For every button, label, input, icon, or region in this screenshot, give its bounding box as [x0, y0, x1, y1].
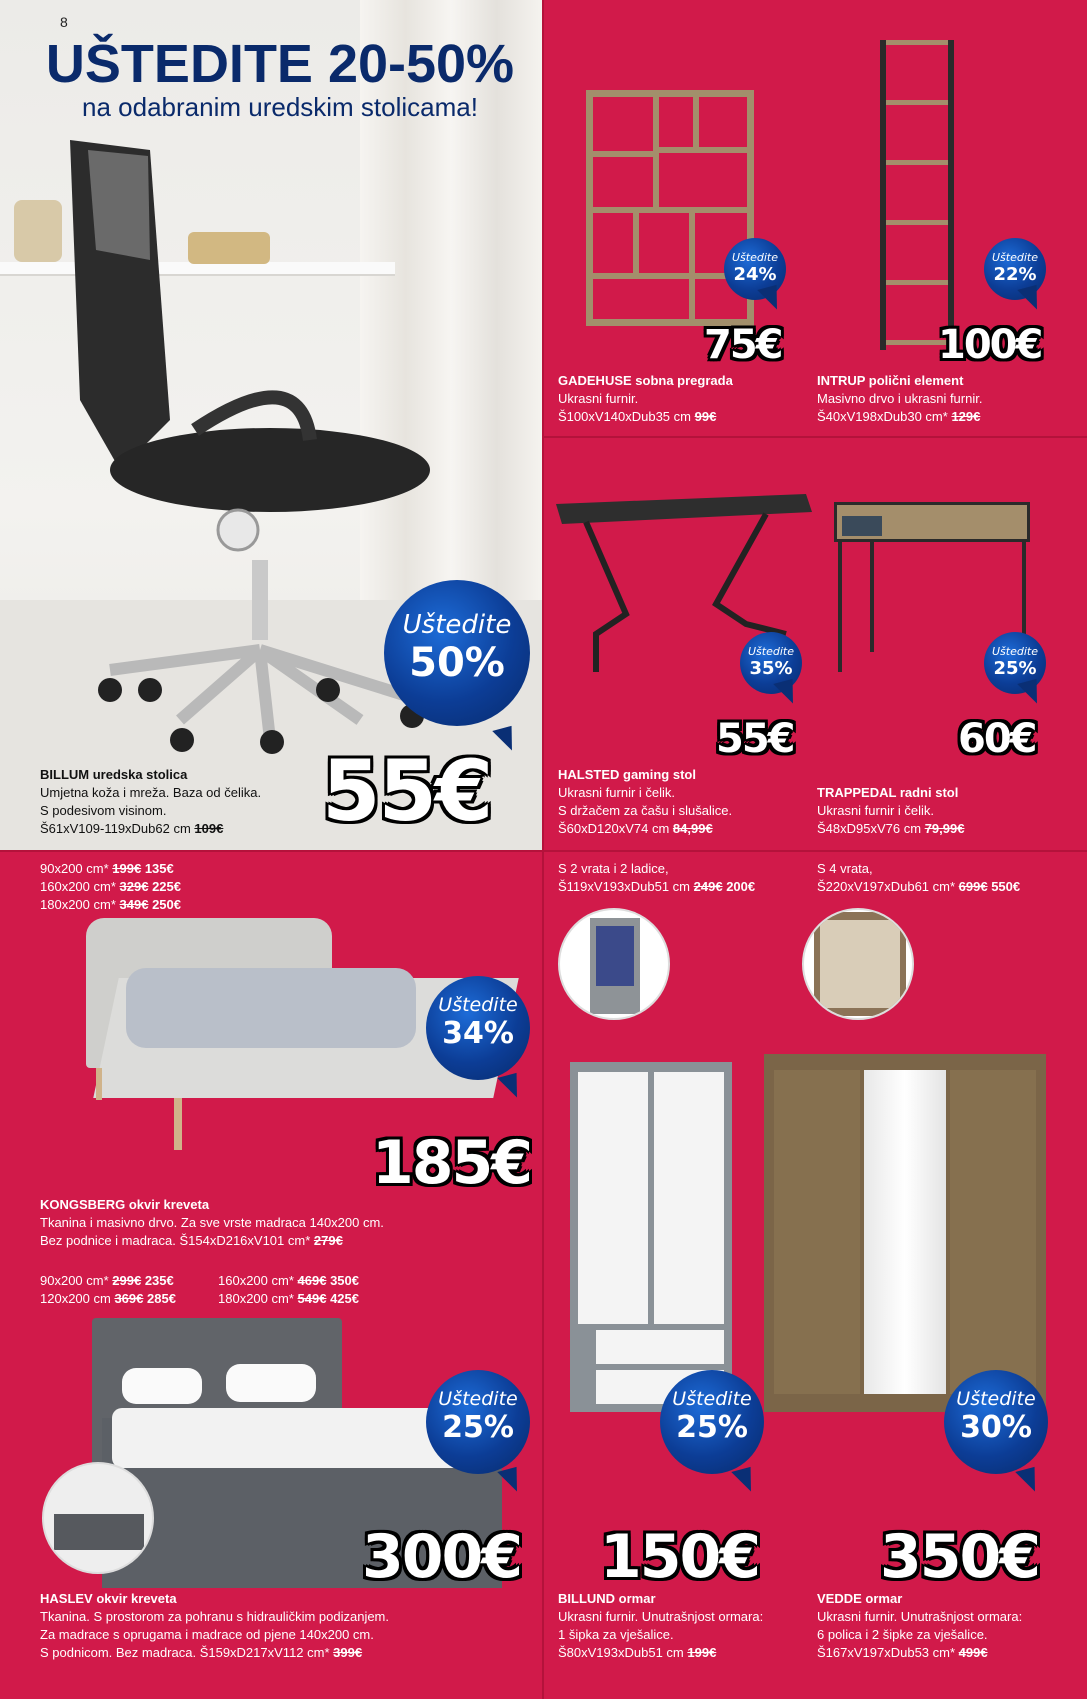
billund-image — [570, 1062, 732, 1412]
gadehuse-description — [558, 372, 733, 426]
intrup-price: 100€ — [938, 322, 1042, 368]
vedde-variant-thumbnail — [802, 908, 914, 1020]
trappedal-price: 60€ — [958, 716, 1036, 762]
variant-old-price: 699€ — [958, 879, 988, 894]
haslev-sizes-left — [40, 1272, 176, 1308]
variant-dims: Š119xV193xDub51 cm — [558, 879, 691, 894]
size-row: 90x200 cm* 199€ 135€ — [40, 861, 174, 876]
haslev-sizes-right — [218, 1272, 359, 1308]
badge-label: Uštedite — [956, 1388, 1036, 1410]
product-line: Ukrasni furnir. — [558, 391, 639, 406]
halsted-price: 55€ — [716, 716, 794, 762]
product-line: S podnicom. Bez madraca. Š159xD217xV112 cm* — [40, 1645, 330, 1660]
product-line: Ukrasni furnir i čelik. — [817, 803, 935, 818]
old-price: 84,99€ — [672, 821, 713, 836]
product-line: 1 šipka za vješalice. — [558, 1627, 674, 1642]
gadehuse-image — [586, 90, 754, 326]
product-line: 6 polica i 2 šipke za vješalice. — [817, 1627, 988, 1642]
product-dims: Š80xV193xDub51 cm — [558, 1645, 684, 1660]
badge-label: Uštedite — [992, 251, 1038, 264]
billum-description — [40, 766, 261, 838]
trappedal-description — [817, 784, 964, 838]
badge-percent: 22% — [993, 264, 1037, 285]
badge-percent: 24% — [733, 264, 777, 285]
badge-percent: 50% — [409, 640, 505, 686]
size-row: 180x200 cm* 349€ 250€ — [40, 897, 181, 912]
product-name: HALSTED gaming stol — [558, 767, 696, 782]
product-dims: Š100xV140xDub35 cm — [558, 409, 691, 424]
kongsberg-description — [40, 1196, 384, 1250]
size-row: 160x200 cm* 469€ 350€ — [218, 1273, 359, 1288]
badge-percent: 25% — [676, 1410, 748, 1445]
product-line: Bez podnice i madraca. Š154xD216xV101 cm* — [40, 1233, 311, 1248]
product-name: INTRUP polični element — [817, 373, 964, 388]
vedde-price: 350€ — [880, 1522, 1039, 1592]
product-line: Tkanina i masivno drvo. Za sve vrste madraca 140x200 cm. — [40, 1215, 384, 1230]
trappedal-discount-badge — [984, 632, 1046, 694]
product-name: HASLEV okvir kreveta — [40, 1591, 177, 1606]
product-line: Masivno drvo i ukrasni furnir. — [817, 391, 983, 406]
billund-description — [558, 1590, 763, 1662]
kongsberg-sizes — [40, 860, 181, 914]
size-row: 160x200 cm* 329€ 225€ — [40, 879, 181, 894]
product-line: Ukrasni furnir. Unutrašnjost ormara: — [817, 1609, 1023, 1624]
old-price: 499€ — [958, 1645, 988, 1660]
product-line: Za madrace s oprugama i madrace od pjene 140x200 cm. — [40, 1627, 374, 1642]
headline — [40, 36, 520, 122]
product-dims: Š40xV198xDub30 cm* — [817, 409, 948, 424]
old-price: 129€ — [951, 409, 981, 424]
product-name: BILLUM uredska stolica — [40, 767, 188, 782]
product-dims: Š167xV197xDub53 cm* — [817, 1645, 956, 1660]
product-line: Ukrasni furnir. Unutrašnjost ormara: — [558, 1609, 764, 1624]
vedde-image — [764, 1054, 1046, 1412]
size-row: 90x200 cm* 299€ 235€ — [40, 1273, 174, 1288]
intrup-description — [817, 372, 982, 426]
product-name: BILLUND ormar — [558, 1591, 656, 1606]
headline-subtitle: na odabranim uredskim stolicama! — [82, 92, 478, 122]
haslev-storage-thumbnail — [42, 1462, 154, 1574]
vedde-discount-badge — [944, 1370, 1048, 1474]
old-price: 79,99€ — [924, 821, 965, 836]
old-price: 109€ — [194, 821, 224, 836]
badge-label: Uštedite — [438, 994, 518, 1016]
headline-title: UŠTEDITE 20-50% — [45, 34, 515, 94]
badge-percent: 25% — [993, 658, 1037, 679]
product-line: Umjetna koža i mreža. Baza od čelika. — [40, 785, 262, 800]
badge-label: Uštedite — [672, 1388, 752, 1410]
product-dims: Š61xV109-119xDub62 cm — [40, 821, 191, 836]
badge-label: Uštedite — [438, 1388, 518, 1410]
haslev-discount-badge — [426, 1370, 530, 1474]
horizontal-divider — [544, 436, 1087, 438]
horizontal-divider — [0, 850, 1087, 852]
badge-label: Uštedite — [732, 251, 778, 264]
billund-variant-thumbnail — [558, 908, 670, 1020]
old-price: 99€ — [694, 409, 717, 424]
billund-discount-badge — [660, 1370, 764, 1474]
haslev-description — [40, 1590, 389, 1662]
variant-title: S 4 vrata, — [817, 861, 873, 876]
variant-old-price: 249€ — [693, 879, 723, 894]
size-row: 180x200 cm* 549€ 425€ — [218, 1291, 359, 1306]
product-name: KONGSBERG okvir kreveta — [40, 1197, 210, 1212]
product-dims: Š48xD95xV76 cm — [817, 821, 922, 836]
badge-percent: 34% — [442, 1016, 514, 1051]
product-dims: Š60xD120xV74 cm — [558, 821, 670, 836]
badge-percent: 30% — [960, 1410, 1032, 1445]
old-price: 399€ — [333, 1645, 363, 1660]
halsted-description — [558, 766, 732, 838]
gadehuse-price: 75€ — [704, 322, 782, 368]
variant-new-price: 550€ — [991, 879, 1021, 894]
vedde-description — [817, 1590, 1022, 1662]
product-line: S podesivom visinom. — [40, 803, 167, 818]
haslev-price: 300€ — [362, 1522, 521, 1592]
billum-price: 55€ — [322, 742, 492, 840]
page-number: 8 — [60, 14, 68, 30]
billum-discount-badge — [384, 580, 530, 726]
intrup-discount-badge — [984, 238, 1046, 300]
product-name: TRAPPEDAL radni stol — [817, 785, 959, 800]
badge-percent: 25% — [442, 1410, 514, 1445]
badge-label: Uštedite — [748, 645, 794, 658]
product-name: GADEHUSE sobna pregrada — [558, 373, 733, 388]
badge-label: Uštedite — [992, 645, 1038, 658]
badge-percent: 35% — [749, 658, 793, 679]
halsted-discount-badge — [740, 632, 802, 694]
badge-label: Uštedite — [402, 610, 512, 640]
old-price: 279€ — [313, 1233, 343, 1248]
product-line: Tkanina. S prostorom za pohranu s hidrauličkim podizanjem. — [40, 1609, 390, 1624]
gadehuse-discount-badge — [724, 238, 786, 300]
product-line: S držačem za čašu i slušalice. — [558, 803, 733, 818]
variant-dims: Š220xV197xDub61 cm* — [817, 879, 956, 894]
billund-price: 150€ — [600, 1522, 759, 1592]
vedde-variant — [817, 860, 1020, 896]
old-price: 199€ — [687, 1645, 717, 1660]
product-name: VEDDE ormar — [817, 1591, 903, 1606]
variant-title: S 2 vrata i 2 ladice, — [558, 861, 669, 876]
intrup-image — [880, 40, 954, 350]
kongsberg-discount-badge — [426, 976, 530, 1080]
size-row: 120x200 cm 369€ 285€ — [40, 1291, 176, 1306]
variant-new-price: 200€ — [726, 879, 756, 894]
kongsberg-price: 185€ — [372, 1128, 531, 1198]
billum-panel — [0, 0, 542, 850]
billund-variant — [558, 860, 755, 896]
product-line: Ukrasni furnir i čelik. — [558, 785, 676, 800]
